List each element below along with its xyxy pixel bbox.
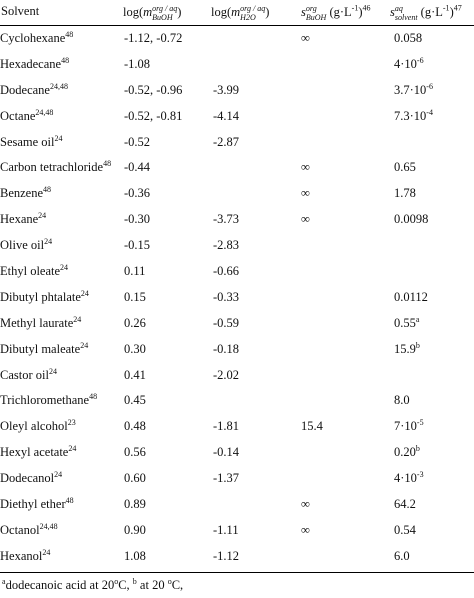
solvent-name: Hexanol$^{24}$ xyxy=(0,547,51,563)
table-header xyxy=(0,0,474,26)
log-m-h2o-value: -2.87 xyxy=(213,134,240,149)
log-m-buoh-value: 0.48 xyxy=(124,419,146,434)
s-aq-solvent-value: 0.54 xyxy=(394,522,416,537)
log-m-buoh-value: 0.90 xyxy=(124,522,146,537)
solvent-name: Sesame oil$^{24}$ xyxy=(0,133,63,149)
s-aq-solvent-value: 6.0 xyxy=(394,548,410,563)
log-m-h2o-value: -4.14 xyxy=(213,108,240,123)
s-aq-solvent-value: $4\cdot 10^{-3}$ xyxy=(394,469,424,486)
log-m-h2o-value: -3.73 xyxy=(213,212,240,227)
log-m-h2o-value: -0.66 xyxy=(213,264,240,279)
log-m-h2o-value: -0.33 xyxy=(213,289,240,304)
log-m-h2o-value: -2.02 xyxy=(213,367,240,382)
s-aq-solvent-value: $3.7\cdot 10^{-6}$ xyxy=(394,81,433,97)
s-aq-solvent-value: 0.20$^b$ xyxy=(394,444,420,460)
table-row xyxy=(0,104,474,130)
table-row xyxy=(0,155,474,181)
table-row xyxy=(0,233,474,259)
table-body xyxy=(0,26,474,570)
s-org-buoh-value: ∞ xyxy=(301,497,310,512)
header-s-aq-solvent: s aq solvent $(g\cdot L^{-1})^{47}$ xyxy=(390,3,462,22)
table-row xyxy=(0,466,474,492)
table-footnote: $^a$dodecanoic acid at 20$^o$C, $^b$ at 20 $^o$C, xyxy=(2,576,184,592)
s-org-buoh-value: ∞ xyxy=(301,186,310,201)
table-bottom-rule xyxy=(0,572,474,573)
log-m-buoh-value: -0.44 xyxy=(124,160,151,175)
log-m-buoh-value: -1.12, -0.72 xyxy=(124,31,183,45)
log-m-h2o-value: -1.12 xyxy=(213,548,240,563)
solvent-name: Trichloromethane$^{48}$ xyxy=(0,392,98,408)
solvent-name: Castor oil$^{24}$ xyxy=(0,366,57,382)
log-m-h2o-value: -0.14 xyxy=(213,445,240,460)
solvent-name: Olive oil$^{24}$ xyxy=(0,236,53,253)
header-log-m-h2o: log(m org / aq H2O ) xyxy=(211,4,270,22)
solvent-name: Dodecane$^{24,48}$ xyxy=(0,81,68,97)
table-row xyxy=(0,26,474,52)
log-m-buoh-value: -1.08 xyxy=(124,56,151,71)
log-m-buoh-value: 0.56 xyxy=(124,445,146,460)
log-m-h2o-value: -1.81 xyxy=(213,419,240,434)
table-row xyxy=(0,388,474,414)
table-row xyxy=(0,207,474,233)
log-m-h2o-value: -1.37 xyxy=(213,471,240,486)
s-org-buoh-value: 15.4 xyxy=(301,419,323,434)
solvent-name: Hexane$^{24}$ xyxy=(0,211,47,227)
table-row xyxy=(0,311,474,337)
s-aq-solvent-value: 0.65 xyxy=(394,160,416,175)
header-log-m-buoh: log(m org / aq BuOH ) xyxy=(123,4,182,22)
log-m-h2o-value: -3.99 xyxy=(213,82,240,97)
log-m-buoh-value: 0.15 xyxy=(124,289,146,304)
solvent-name: Ethyl oleate$^{24}$ xyxy=(0,262,69,279)
log-m-h2o-value: -2.83 xyxy=(213,238,240,253)
solvent-name: Diethyl ether$^{48}$ xyxy=(0,495,74,512)
s-org-buoh-value: ∞ xyxy=(301,212,310,227)
log-m-buoh-value: 0.26 xyxy=(124,315,146,330)
table-row xyxy=(0,285,474,311)
table-row xyxy=(0,181,474,207)
solvent-name: Benzene$^{48}$ xyxy=(0,185,52,201)
table-row xyxy=(0,492,474,518)
table-row xyxy=(0,259,474,285)
s-aq-solvent-value: 0.0098 xyxy=(394,212,429,227)
s-aq-solvent-value: 64.2 xyxy=(394,497,416,512)
log-m-buoh-value: 0.41 xyxy=(124,367,146,382)
solvent-name: Hexyl acetate$^{24}$ xyxy=(0,444,77,460)
solvent-name: Oleyl alcohol$^{23}$ xyxy=(0,418,76,434)
solvent-name: Octane$^{24,48}$ xyxy=(0,107,54,123)
log-m-buoh-value: -0.30 xyxy=(124,212,151,227)
s-org-buoh-value: ∞ xyxy=(301,522,310,537)
s-aq-solvent-value: 8.0 xyxy=(394,393,410,408)
table-row xyxy=(0,52,474,78)
solvent-name: Hexadecane$^{48}$ xyxy=(0,55,70,71)
table-row xyxy=(0,130,474,156)
solvent-name: Dibutyl phtalate$^{24}$ xyxy=(0,288,89,304)
table-row xyxy=(0,414,474,440)
log-m-buoh-value: 0.89 xyxy=(124,497,146,512)
solvent-name: Dibutyl maleate$^{24}$ xyxy=(0,340,89,356)
solvent-name: Cyclohexane$^{48}$ xyxy=(0,29,74,45)
log-m-buoh-value: 0.30 xyxy=(124,341,146,356)
table-row xyxy=(0,544,474,570)
log-m-h2o-value: -0.18 xyxy=(213,341,240,356)
log-m-buoh-value: -0.36 xyxy=(124,186,151,201)
s-aq-solvent-value: 0.058 xyxy=(394,31,423,45)
header-s-org-buoh: s org BuOH $(g\cdot L^{-1})^{46}$ xyxy=(301,3,371,22)
solvent-name: Dodecanol$^{24}$ xyxy=(0,469,63,486)
s-aq-solvent-value: 1.78 xyxy=(394,186,416,201)
s-org-buoh-value: ∞ xyxy=(301,160,310,175)
table-row xyxy=(0,78,474,104)
log-m-buoh-value: -0.52 xyxy=(124,134,151,149)
solvent-name: Methyl laurate$^{24}$ xyxy=(0,314,82,330)
s-aq-solvent-value: $7.3\cdot 10^{-4}$ xyxy=(394,107,433,123)
log-m-buoh-value: -0.52, -0.96 xyxy=(124,82,183,97)
table-row xyxy=(0,337,474,363)
s-aq-solvent-value: 0.0112 xyxy=(394,289,428,304)
log-m-buoh-value: 1.08 xyxy=(124,548,146,563)
s-aq-solvent-value: $7\cdot 10^{-5}$ xyxy=(394,418,424,434)
log-m-h2o-value: -0.59 xyxy=(213,315,240,330)
solvent-name: Carbon tetrachloride$^{48}$ xyxy=(0,159,112,175)
log-m-buoh-value: 0.11 xyxy=(124,264,146,279)
log-m-buoh-value: -0.52, -0.81 xyxy=(124,108,183,123)
log-m-buoh-value: 0.45 xyxy=(124,393,146,408)
log-m-h2o-value: -1.11 xyxy=(213,522,239,537)
log-m-buoh-value: -0.15 xyxy=(124,238,151,253)
s-aq-solvent-value: 15.9$^b$ xyxy=(394,340,420,356)
s-org-buoh-value: ∞ xyxy=(301,31,310,45)
table-row xyxy=(0,440,474,466)
table-row xyxy=(0,518,474,544)
s-aq-solvent-value: $4\cdot 10^{-6}$ xyxy=(394,55,424,71)
header-solvent: Solvent xyxy=(1,4,40,18)
solvent-name: Octanol$^{24,48}$ xyxy=(0,521,58,537)
log-m-buoh-value: 0.60 xyxy=(124,471,146,486)
table-row xyxy=(0,363,474,389)
s-aq-solvent-value: 0.55$^a$ xyxy=(394,314,420,330)
